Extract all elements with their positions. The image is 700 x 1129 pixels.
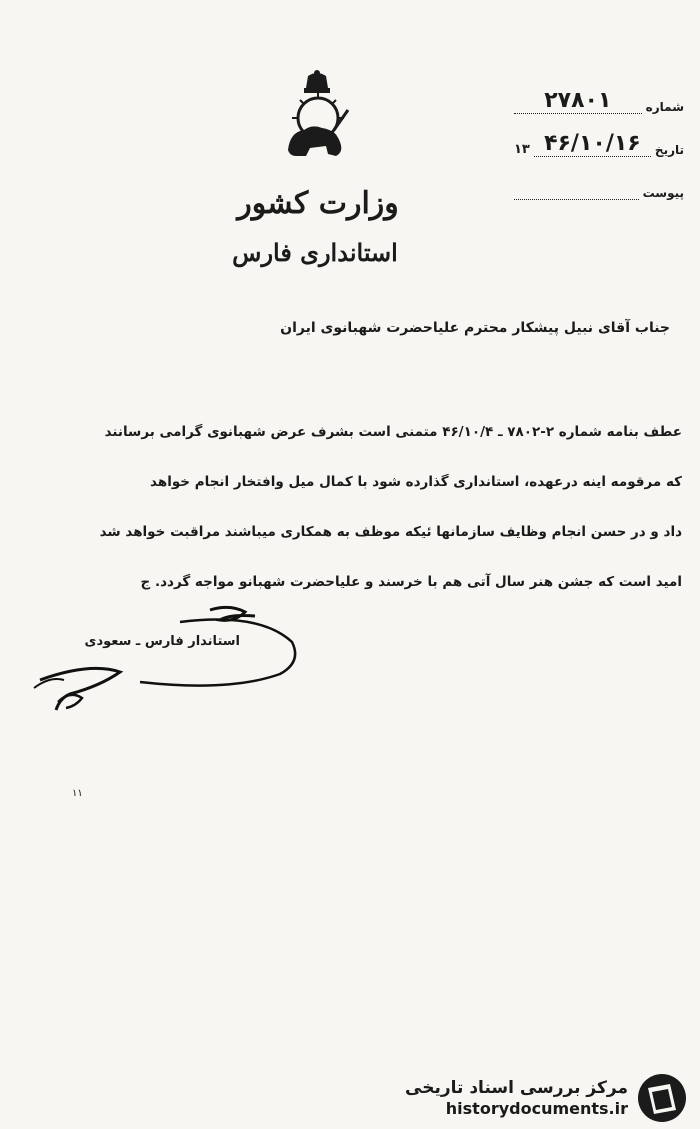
body-line: داد و در حسن انجام وظایف سازمانها ئیکه موظف به همکاری میباشند مراقبت خواهد شد bbox=[99, 524, 682, 540]
body-line: که مرقومه اینه درعهده، استانداری گذارده شود با کمال میل وافتخار انجام خواهد bbox=[150, 474, 682, 490]
letter-meta bbox=[514, 88, 684, 217]
date-row bbox=[514, 131, 684, 157]
date-label: تاریخ bbox=[654, 143, 684, 157]
number-row bbox=[514, 88, 684, 114]
footer-text bbox=[405, 1077, 628, 1119]
number-value: ۲۷۸۰۱ bbox=[514, 89, 642, 114]
footer-url: historydocuments.ir bbox=[445, 1099, 628, 1118]
attachment-label: پیوست bbox=[642, 186, 684, 200]
date-value: ۴۶/۱۰/۱۶ bbox=[534, 132, 651, 157]
margin-mark: ۱۱ bbox=[72, 788, 83, 799]
body-line: امید است که جشن هنر سال آتی هم با خرسند و علیاحضرت شهبانو مواجه گردد. ج bbox=[140, 574, 682, 590]
attachment-value bbox=[514, 199, 639, 200]
attachment-row bbox=[514, 174, 684, 200]
letter-body bbox=[42, 420, 682, 620]
addressee: جناب آقای نبیل پیشکار محترم علیاحضرت شهبانوی ایران bbox=[280, 320, 670, 336]
number-label: شماره bbox=[645, 100, 684, 114]
footer-title: مرکز بررسی اسناد تاریخی bbox=[405, 1078, 628, 1098]
handwritten-signature-icon bbox=[30, 602, 310, 722]
archive-logo-icon bbox=[636, 1072, 688, 1124]
lion-and-sun-emblem-icon bbox=[278, 70, 356, 162]
signer-name: استاندار فارس ـ سعودی bbox=[84, 634, 240, 649]
date-prefix: ۱۳ bbox=[514, 142, 530, 157]
body-line: عطف بنامه شماره ۲-۷۸۰۲ ـ ۴۶/۱۰/۴ متمنی است بشرف عرض شهبانوی گرامی برسانند bbox=[104, 424, 682, 440]
governorate-title: استانداری فارس bbox=[232, 238, 398, 267]
archive-footer bbox=[405, 1070, 688, 1126]
ministry-title: وزارت کشور bbox=[237, 186, 399, 221]
